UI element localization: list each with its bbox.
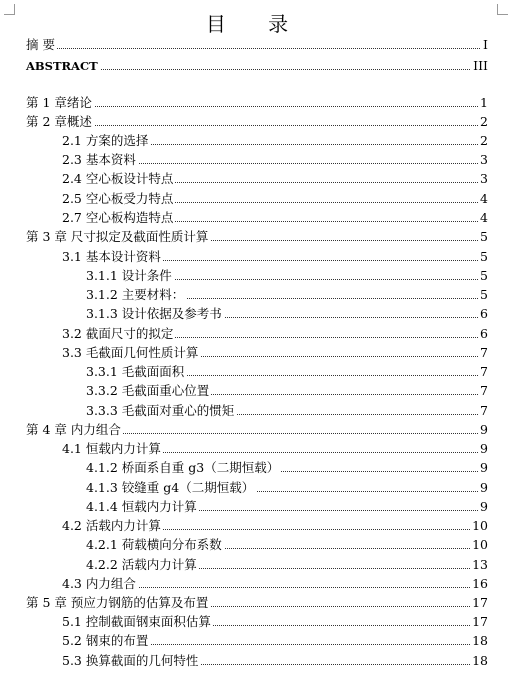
toc-entry-label: 4.2.1 荷载横向分布系数 — [86, 537, 222, 552]
toc-entry-label: 4.1.3 铰缝重 g4（二期恒载） — [86, 480, 255, 495]
toc-entry[interactable] — [0, 402, 512, 420]
toc-page-number: 7 — [480, 364, 488, 379]
toc-entry-label: 2.4 空心板设计特点 — [62, 171, 174, 186]
toc-entry-label: 4.3 内力组合 — [62, 576, 136, 591]
toc-page-number: 10 — [472, 518, 488, 533]
toc-entry[interactable] — [0, 190, 512, 208]
toc-page-number: III — [473, 58, 488, 73]
toc-page-number: 18 — [472, 633, 488, 648]
toc-entry[interactable] — [0, 382, 512, 400]
toc-page-number: 7 — [480, 345, 488, 360]
toc-entry[interactable] — [0, 498, 512, 516]
toc-entry[interactable] — [0, 421, 512, 439]
toc-page-number: 9 — [480, 499, 488, 514]
toc-page-number: 5 — [480, 229, 488, 244]
toc-entry-label: 3.1.3 设计依据及参考书 — [86, 306, 222, 321]
toc-entry-label: 4.1.4 恒载内力计算 — [86, 499, 197, 514]
toc-page-number: 6 — [480, 306, 488, 321]
toc-entry-label: 2.7 空心板构造特点 — [62, 210, 174, 225]
toc-entry-label: 3.3 毛截面几何性质计算 — [62, 345, 199, 360]
toc-entry-label: 3.3.3 毛截面对重心的惯矩 — [86, 403, 235, 418]
toc-page-number: 18 — [472, 653, 488, 668]
toc-entry-label: 5.1 控制截面钢束面积估算 — [62, 614, 211, 629]
toc-entry[interactable] — [0, 363, 512, 381]
toc-entry[interactable] — [0, 267, 512, 285]
toc-page-number: 5 — [480, 287, 488, 302]
toc-entry[interactable] — [0, 459, 512, 477]
toc-entry-label: 4.1 恒载内力计算 — [62, 441, 161, 456]
toc-entry[interactable] — [0, 440, 512, 458]
toc-entry[interactable] — [0, 613, 512, 631]
toc-entry[interactable] — [0, 536, 512, 554]
toc-entry-label: 2.1 方案的选择 — [62, 133, 149, 148]
toc-entry[interactable] — [0, 94, 512, 112]
toc-page-number: 4 — [480, 210, 488, 225]
toc-page-number: 7 — [480, 403, 488, 418]
toc-entry-label: 3.3.1 毛截面面积 — [86, 364, 185, 379]
toc-entry[interactable] — [0, 248, 512, 266]
toc-entry[interactable] — [0, 305, 512, 323]
toc-entry[interactable] — [0, 170, 512, 188]
toc-entry-label: 第 4 章 内力组合 — [26, 422, 121, 437]
toc-entry[interactable] — [0, 344, 512, 362]
toc-entry-label: 3.1.1 设计条件 — [86, 268, 172, 283]
toc-entry[interactable] — [0, 228, 512, 246]
toc-entry-label: ABSTRACT — [26, 59, 98, 73]
toc-entry[interactable] — [0, 132, 512, 150]
toc-page-number: 6 — [480, 326, 488, 341]
toc-entry-label: 5.2 钢束的布置 — [62, 633, 149, 648]
toc-page-number: 3 — [480, 171, 488, 186]
toc-entry-label: 第 1 章绪论 — [26, 95, 92, 110]
toc-entry-label: 第 3 章 尺寸拟定及截面性质计算 — [26, 229, 209, 244]
toc-entry[interactable] — [0, 36, 512, 54]
toc-entry[interactable] — [0, 575, 512, 593]
toc-entry[interactable] — [0, 286, 512, 304]
toc-entry-label: 2.5 空心板受力特点 — [62, 191, 174, 206]
toc-page-number: 9 — [480, 441, 488, 456]
toc-entry[interactable] — [0, 632, 512, 650]
toc-entry[interactable] — [0, 151, 512, 169]
toc-title: 目 录 — [205, 12, 307, 36]
toc-page-number: 10 — [472, 537, 488, 552]
toc-page-number: I — [483, 37, 488, 52]
toc-page-number: 16 — [472, 576, 488, 591]
toc-dot-leader — [26, 106, 486, 107]
toc-page-number: 9 — [480, 460, 488, 475]
toc-entry-label: 4.1.2 桥面系自重 g3（二期恒载） — [86, 460, 280, 475]
toc-entry-label: 5.3 换算截面的几何特性 — [62, 653, 199, 668]
toc-entry-label: 第 5 章 预应力钢筋的估算及布置 — [26, 595, 209, 610]
toc-page-number: 2 — [480, 114, 488, 129]
toc-entry-label: 第 2 章概述 — [26, 114, 92, 129]
toc-entry[interactable] — [0, 113, 512, 131]
toc-entry[interactable] — [0, 57, 512, 75]
toc-entry[interactable] — [0, 594, 512, 612]
toc-dot-leader — [26, 48, 486, 49]
toc-entry[interactable] — [0, 556, 512, 574]
toc-page-number: 17 — [472, 614, 488, 629]
toc-page-number: 17 — [472, 595, 488, 610]
toc-entry[interactable] — [0, 517, 512, 535]
toc-entry[interactable] — [0, 209, 512, 227]
toc-entry-label: 4.2.2 活载内力计算 — [86, 557, 197, 572]
toc-entry-label: 4.2 活载内力计算 — [62, 518, 161, 533]
toc-page-number: 4 — [480, 191, 488, 206]
toc-entry[interactable] — [0, 479, 512, 497]
toc-entry-label: 2.3 基本资料 — [62, 152, 136, 167]
toc-page-number: 1 — [480, 95, 488, 110]
toc-page-number: 7 — [480, 383, 488, 398]
toc-dot-leader — [26, 125, 486, 126]
toc-page-number: 13 — [472, 557, 488, 572]
toc-page-number: 5 — [480, 249, 488, 264]
toc-entry[interactable] — [0, 652, 512, 670]
toc-page-number: 9 — [480, 422, 488, 437]
toc-entry-label: 3.1.2 主要材料： — [86, 287, 185, 302]
toc-page-number: 3 — [480, 152, 488, 167]
toc-page-number: 5 — [480, 268, 488, 283]
toc-entry-label: 摘 要 — [26, 37, 55, 52]
toc-page-number: 2 — [480, 133, 488, 148]
toc-entry-label: 3.2 截面尺寸的拟定 — [62, 326, 174, 341]
toc-entry-label: 3.3.2 毛截面重心位置 — [86, 383, 210, 398]
toc-entry-label: 3.1 基本设计资料 — [62, 249, 161, 264]
toc-entry[interactable] — [0, 325, 512, 343]
toc-page-number: 9 — [480, 480, 488, 495]
